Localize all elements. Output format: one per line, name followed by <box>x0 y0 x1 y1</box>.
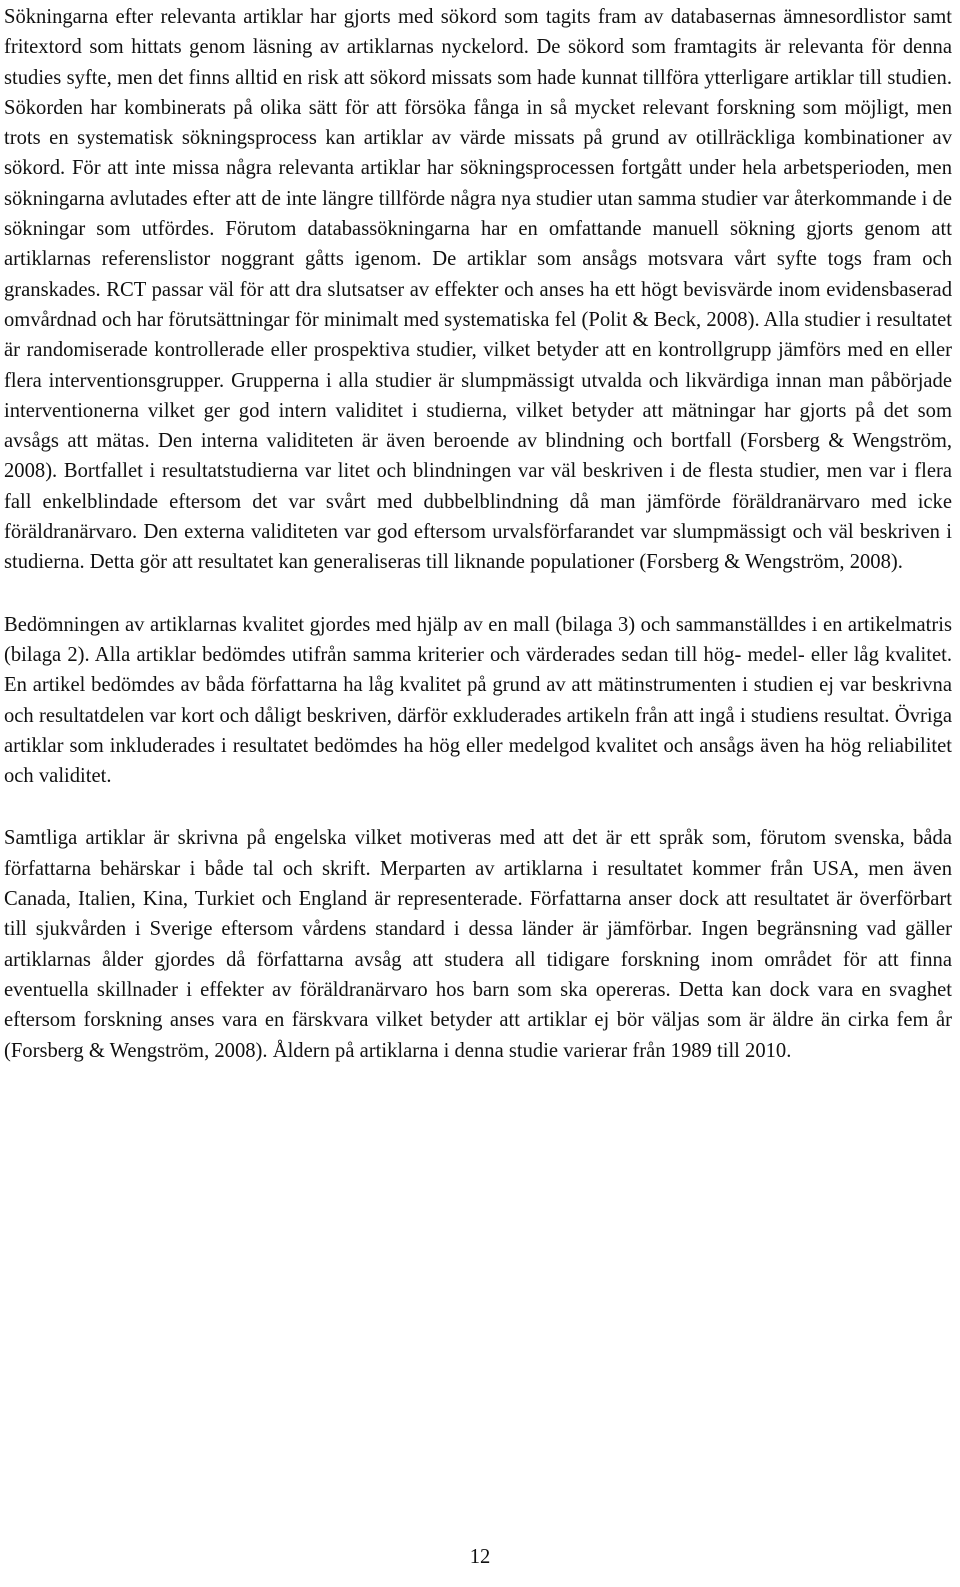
page-number: 12 <box>469 1546 491 1568</box>
paragraph-language-origin: Samtliga artiklar är skrivna på engelska vilket motiveras med att det är ett språk som, förutom svenska, båda författarna behärskar i både tal och skrift. Merparten av artiklarna i resultatet kommer från USA, men även Canada, Italien, Kina, Turkiet och England är representerade. Författarna anser dock att resultatet är överförbart till sjukvården i Sverige eftersom vårdens standard i dessa länder är jämförbar. Ingen begränsning vad gäller artiklarnas ålder gjordes då författarna avsåg att studera all tidigare forskning inom området för att finna eventuella skillnader i effekter av föräldranärvaro hos barn som ska opereras. Detta kan dock vara en svaghet eftersom forskning anses vara en färskvara vilket betyder att artiklar ej bör väljas som är äldre än cirka fem år (Forsberg & Wengström, 2008). Åldern på artiklarna i denna studie varierar från 1989 till 2010. <box>4 827 952 1062</box>
document-page <box>4 2 952 1066</box>
paragraph-quality-assessment: Bedömningen av artiklarnas kvalitet gjordes med hjälp av en mall (bilaga 3) och sammanställdes i en artikelmatris (bilaga 2). Alla artiklar bedömdes utifrån samma kriterier och värderades sedan till hög- medel- eller låg kvalitet. En artikel bedömdes av båda författarna ha låg kvalitet på grund av att mätinstrumenten i studien ej var beskrivna och resultatdelen var kort och dåligt beskriven, därför exkluderades artikeln från att ingå i studiens resultat. Övriga artiklar som inkluderades i resultatet bedömdes ha hög eller medelgod kvalitet och ansågs även ha hög reliabilitet och validitet. <box>4 613 952 788</box>
paragraph-method-search: Sökningarna efter relevanta artiklar har gjorts med sökord som tagits fram av databasernas ämnesordlistor samt fritextord som hittats genom läsning av artiklarnas nyckelord. De sökord som framtagits är relevanta för denna studies syfte, men det finns alltid en risk att sökord missats som hade kunnat tillföra ytterligare artiklar till studien. Sökorden har kombinerats på olika sätt för att försöka fånga in så mycket relevant forskning som möjligt, men trots en systematisk sökningsprocess kan artiklar av värde missats på grund av otillräckliga kombinationer av sökord. För att inte missa några relevanta artiklar har sökningsprocessen fortgått under hela arbetsperioden, men sökningarna avlutades efter att de inte längre tillförde några nya studier utan samma studier var återkommande i de sökningar som utfördes. Förutom databassökningarna har en omfattande manuell sökning gjorts genom att artiklarnas referenslistor noggrant gåtts igenom. De artiklar som ansågs motsvara vårt syfte togs fram och granskades. RCT passar väl för att dra slutsatser av effekter och anses ha ett högt bevisvärde inom evidensbaserad omvårdnad och har förutsättningar för minimalt med systematiska fel (Polit & Beck, 2008). Alla studier i resultatet är randomiserade kontrollerade eller prospektiva studier, vilket betyder att en kontrollgrupp jämförs med en eller flera interventionsgrupper. Grupperna i alla studier är slumpmässigt utvalda och likvärdiga innan man påbörjade interventionerna vilket ger god intern validitet i studierna, vilket betyder att mätningar har gjorts på det som avsågs att mätas. Den interna validiteten är även beroende av blindning och bortfall (Forsberg & Wengström, 2008). Bortfallet i resultatstudierna var litet och blindningen var väl beskriven i de flesta studier, men var i flera fall enkelblindade eftersom det var svårt med dubbelblindning då man jämförde föräldranärvaro med icke föräldranärvaro. Den externa validiteten var god eftersom urvalsförfarandet var slumpmässigt och väl beskriven i studierna. Detta gör att resultatet kan generaliseras till liknande populationer (Forsberg & Wengström, 2008). <box>4 6 952 574</box>
